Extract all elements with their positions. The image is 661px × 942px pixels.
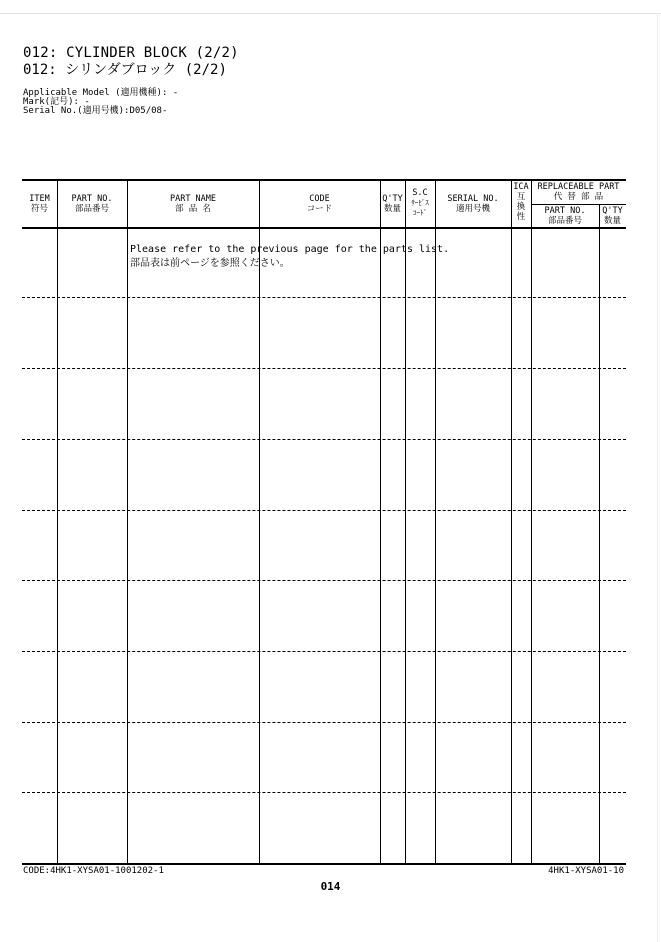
col-line: [380, 179, 381, 865]
header-qty-jp: 数量: [383, 204, 401, 214]
footer-code: CODE:4HK1-XYSA01-1001202-1: [23, 866, 164, 876]
col-line: [259, 179, 260, 865]
col-line: [435, 179, 436, 865]
row-separator: [22, 297, 626, 298]
page-number: 014: [320, 880, 341, 893]
header-ica-en: ICA: [513, 182, 529, 192]
footer-reference: 4HK1-XYSA01-10: [548, 866, 624, 876]
header-code: [259, 194, 380, 214]
header-sc-jp1: ｻｰﾋﾞｽ: [411, 199, 429, 207]
header-item: [22, 194, 57, 214]
header-code-jp: コード: [306, 204, 333, 214]
header-sc-jp2: ｺｰﾄﾞ: [413, 209, 427, 217]
header-part-name-en: PART NAME: [169, 194, 217, 204]
page-title-en: 012: CYLINDER BLOCK (2/2): [23, 45, 239, 61]
header-replaceable: [531, 182, 626, 202]
replaceable-subheader-rule: [531, 204, 626, 205]
header-serial-no: [435, 194, 511, 214]
header-sc: [405, 188, 435, 218]
header-serial-no-en: SERIAL NO.: [447, 194, 499, 204]
header-replaceable-en: REPLACEABLE PART: [537, 182, 620, 192]
col-line: [599, 204, 600, 865]
table-top-rule: [22, 179, 626, 181]
row-separator: [22, 510, 626, 511]
col-line: [405, 179, 406, 865]
header-replaceable-part-no: [531, 206, 599, 226]
header-code-en: CODE: [309, 194, 330, 204]
header-part-no: [57, 194, 127, 214]
col-line: [511, 179, 512, 865]
row-separator: [22, 792, 626, 793]
header-replaceable-part-no-en: PART NO.: [544, 206, 586, 216]
header-replaceable-part-no-jp: 部品番号: [547, 216, 582, 226]
header-serial-no-jp: 適用号機: [455, 204, 490, 214]
header-ica-jp2: 換: [516, 202, 526, 212]
header-ica-jp3: 性: [516, 212, 526, 222]
header-qty-en: Q'TY: [382, 194, 403, 204]
applicable-model: Applicable Model (適用機種): -: [23, 88, 179, 98]
col-line: [57, 179, 58, 865]
row-separator: [22, 651, 626, 652]
row-separator: [22, 439, 626, 440]
header-replaceable-qty-en: Q'TY: [602, 206, 623, 216]
header-ica-jp1: 互: [516, 192, 526, 202]
header-qty: [380, 194, 405, 214]
header-sc-en: S.C: [412, 188, 428, 198]
header-replaceable-jp: 代 替 部 品: [553, 192, 604, 202]
parts-table: [22, 179, 626, 865]
note-en: Please refer to the previous page for the parts list.: [130, 244, 450, 255]
page-top-border: [0, 13, 661, 14]
header-replaceable-qty-jp: 数量: [603, 216, 621, 226]
page-title-jp: 012: シリンダブロック (2/2): [23, 62, 227, 78]
header-item-jp: 符号: [30, 204, 48, 214]
header-ica: [511, 182, 531, 222]
page-right-border: [657, 13, 658, 942]
header-bottom-rule: [22, 227, 626, 229]
header-part-no-en: PART NO.: [71, 194, 113, 204]
header-replaceable-qty: [599, 206, 626, 226]
note-jp: 部品表は前ページを参照ください。: [130, 258, 290, 269]
header-item-en: ITEM: [29, 194, 50, 204]
table-bottom-rule: [22, 863, 626, 865]
col-line: [127, 179, 128, 865]
row-separator: [22, 580, 626, 581]
row-separator: [22, 368, 626, 369]
row-separator: [22, 722, 626, 723]
serial-no: Serial No.(適用号機):D05/08-: [23, 106, 168, 116]
header-part-name: [127, 194, 259, 214]
mark: Mark(記号): -: [23, 97, 90, 107]
header-part-no-jp: 部品番号: [74, 204, 109, 214]
header-part-name-jp: 部 品 名: [175, 204, 211, 214]
col-line: [531, 179, 532, 865]
